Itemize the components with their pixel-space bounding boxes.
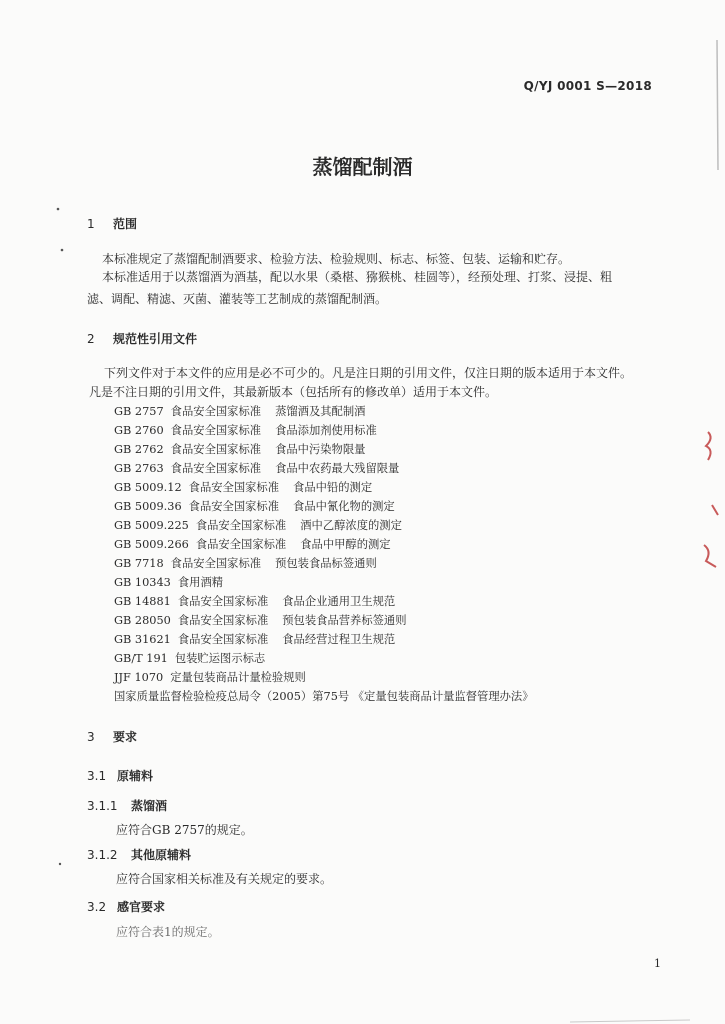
reference-standard: 食用酒精 [177, 576, 224, 589]
section-title: 其他原辅料 [131, 848, 192, 862]
reference-standard: 包装贮运图示标志 [174, 652, 266, 665]
reference-code: GB 5009.266 [114, 538, 189, 551]
reference-name: 食品中农药最大残留限量 [275, 462, 400, 475]
reference-name: 食品添加剂使用标准 [275, 424, 377, 437]
reference-item [114, 460, 399, 476]
section-3-1-1-heading [87, 797, 167, 814]
reference-code: GB 5009.36 [114, 500, 182, 513]
section-2-intro-line-2: 凡是不注日期的引用文件，其最新版本（包括所有的修改单）适用于本文件。 [89, 385, 498, 399]
section-1-para-2-line-2: 滤、调配、精滤、灭菌、灌装等工艺制成的蒸馏配制酒。 [87, 292, 388, 306]
reference-item [114, 555, 377, 571]
reference-standard: 食品安全国家标准 [188, 481, 280, 494]
reference-name: 食品经营过程卫生规范 [282, 633, 396, 646]
section-1-heading [87, 215, 137, 232]
reference-code: GB 7718 [114, 557, 164, 570]
reference-item [114, 479, 372, 495]
reference-code: JJF 1070 [114, 671, 164, 684]
section-title: 蒸馏酒 [131, 799, 168, 813]
section-3-2-heading [87, 898, 165, 915]
section-3-1-heading [87, 767, 153, 784]
reference-item [114, 593, 395, 609]
reference-code: GB 31621 [114, 633, 171, 646]
reference-item [114, 441, 365, 457]
reference-item-decree: 国家质量监督检验检疫总局令（2005）第75号 《定量包装商品计量监督管理办法》 [114, 690, 534, 703]
section-3-heading [87, 728, 137, 745]
section-number: 3.2 [87, 900, 107, 914]
reference-code: GB 5009.225 [114, 519, 189, 532]
reference-code: GB 28050 [114, 614, 171, 627]
section-number: 3.1 [87, 769, 107, 783]
section-3-2-text: 应符合表1的规定。 [116, 925, 220, 939]
scan-speck [57, 208, 60, 211]
section-2-heading [87, 330, 197, 347]
section-number: 1 [87, 217, 95, 231]
section-number: 3.1.2 [87, 848, 118, 862]
document-number: Q/YJ 0001 S—2018 [523, 79, 652, 93]
section-3-1-1-text: 应符合GB 2757的规定。 [116, 823, 253, 837]
reference-item [114, 650, 279, 666]
section-title: 感官要求 [117, 900, 166, 914]
reference-name: 食品中污染物限量 [275, 443, 366, 456]
reference-standard: 食品安全国家标准 [188, 500, 280, 513]
reference-item [114, 631, 395, 647]
reference-code: GB 14881 [114, 595, 171, 608]
reference-item [114, 498, 395, 514]
reference-item [114, 403, 365, 419]
reference-name: 蒸馏酒及其配制酒 [275, 405, 366, 418]
section-number: 3 [87, 730, 95, 744]
reference-code: GB 2760 [114, 424, 164, 437]
reference-name: 食品企业通用卫生规范 [282, 595, 396, 608]
reference-item [114, 422, 377, 438]
reference-code: GB/T 191 [114, 652, 168, 665]
reference-standard: 食品安全国家标准 [170, 424, 262, 437]
reference-name: 食品中铅的测定 [293, 481, 373, 494]
section-1-para-1: 本标准规定了蒸馏配制酒要求、检验方法、检验规则、标志、标签、包装、运输和贮存。 [102, 252, 571, 266]
section-2-intro-line-1: 下列文件对于本文件的应用是必不可少的。凡是注日期的引用文件，仅注日期的版本适用于本文件。 [104, 366, 633, 380]
section-3-1-2-heading [87, 846, 191, 863]
reference-standard: 食品安全国家标准 [177, 595, 269, 608]
reference-name: 预包装食品标签通则 [275, 557, 377, 570]
reference-item [114, 574, 237, 590]
scan-speck [61, 249, 64, 252]
section-1-para-2-line-1: 本标准适用于以蒸馏酒为酒基，配以水果（桑椹、猕猴桃、桂圆等），经预处理、打浆、浸提、粗 [102, 270, 613, 284]
reference-code: GB 2762 [114, 443, 164, 456]
reference-item [114, 612, 407, 628]
stamp-fragment [706, 432, 711, 460]
reference-name: 食品中氰化物的测定 [293, 500, 395, 513]
scan-edge-line [570, 1020, 690, 1022]
section-number: 3.1.1 [87, 799, 118, 813]
reference-item [114, 536, 391, 552]
page-number: 1 [654, 957, 661, 970]
reference-name: 酒中乙醇浓度的测定 [300, 519, 402, 532]
section-title: 规范性引用文件 [113, 332, 198, 346]
scan-speck [59, 863, 61, 865]
reference-code: GB 2757 [114, 405, 164, 418]
document-title: 蒸馏配制酒 [312, 155, 413, 179]
reference-standard: 食品安全国家标准 [195, 519, 287, 532]
stamp-fragment [704, 545, 716, 567]
reference-code: GB 2763 [114, 462, 164, 475]
reference-name: 食品中甲醇的测定 [300, 538, 391, 551]
reference-standard: 食品安全国家标准 [177, 614, 269, 627]
reference-standard: 食品安全国家标准 [177, 633, 269, 646]
reference-standard: 食品安全国家标准 [170, 462, 262, 475]
section-3-1-2-text: 应符合国家相关标准及有关规定的要求。 [116, 872, 333, 886]
section-title: 范围 [113, 217, 138, 231]
section-title: 要求 [113, 730, 138, 744]
reference-code: GB 5009.12 [114, 481, 182, 494]
stamp-fragment [712, 505, 718, 515]
reference-standard: 食品安全国家标准 [170, 557, 262, 570]
reference-item [114, 517, 402, 533]
reference-standard: 食品安全国家标准 [170, 443, 262, 456]
reference-item [114, 669, 320, 685]
section-number: 2 [87, 332, 95, 346]
reference-standard: 食品安全国家标准 [170, 405, 262, 418]
section-title: 原辅料 [117, 769, 154, 783]
reference-name: 预包装食品营养标签通则 [282, 614, 407, 627]
reference-standard: 定量包装商品计量检验规则 [170, 671, 306, 684]
reference-standard: 食品安全国家标准 [195, 538, 287, 551]
reference-code: GB 10343 [114, 576, 171, 589]
